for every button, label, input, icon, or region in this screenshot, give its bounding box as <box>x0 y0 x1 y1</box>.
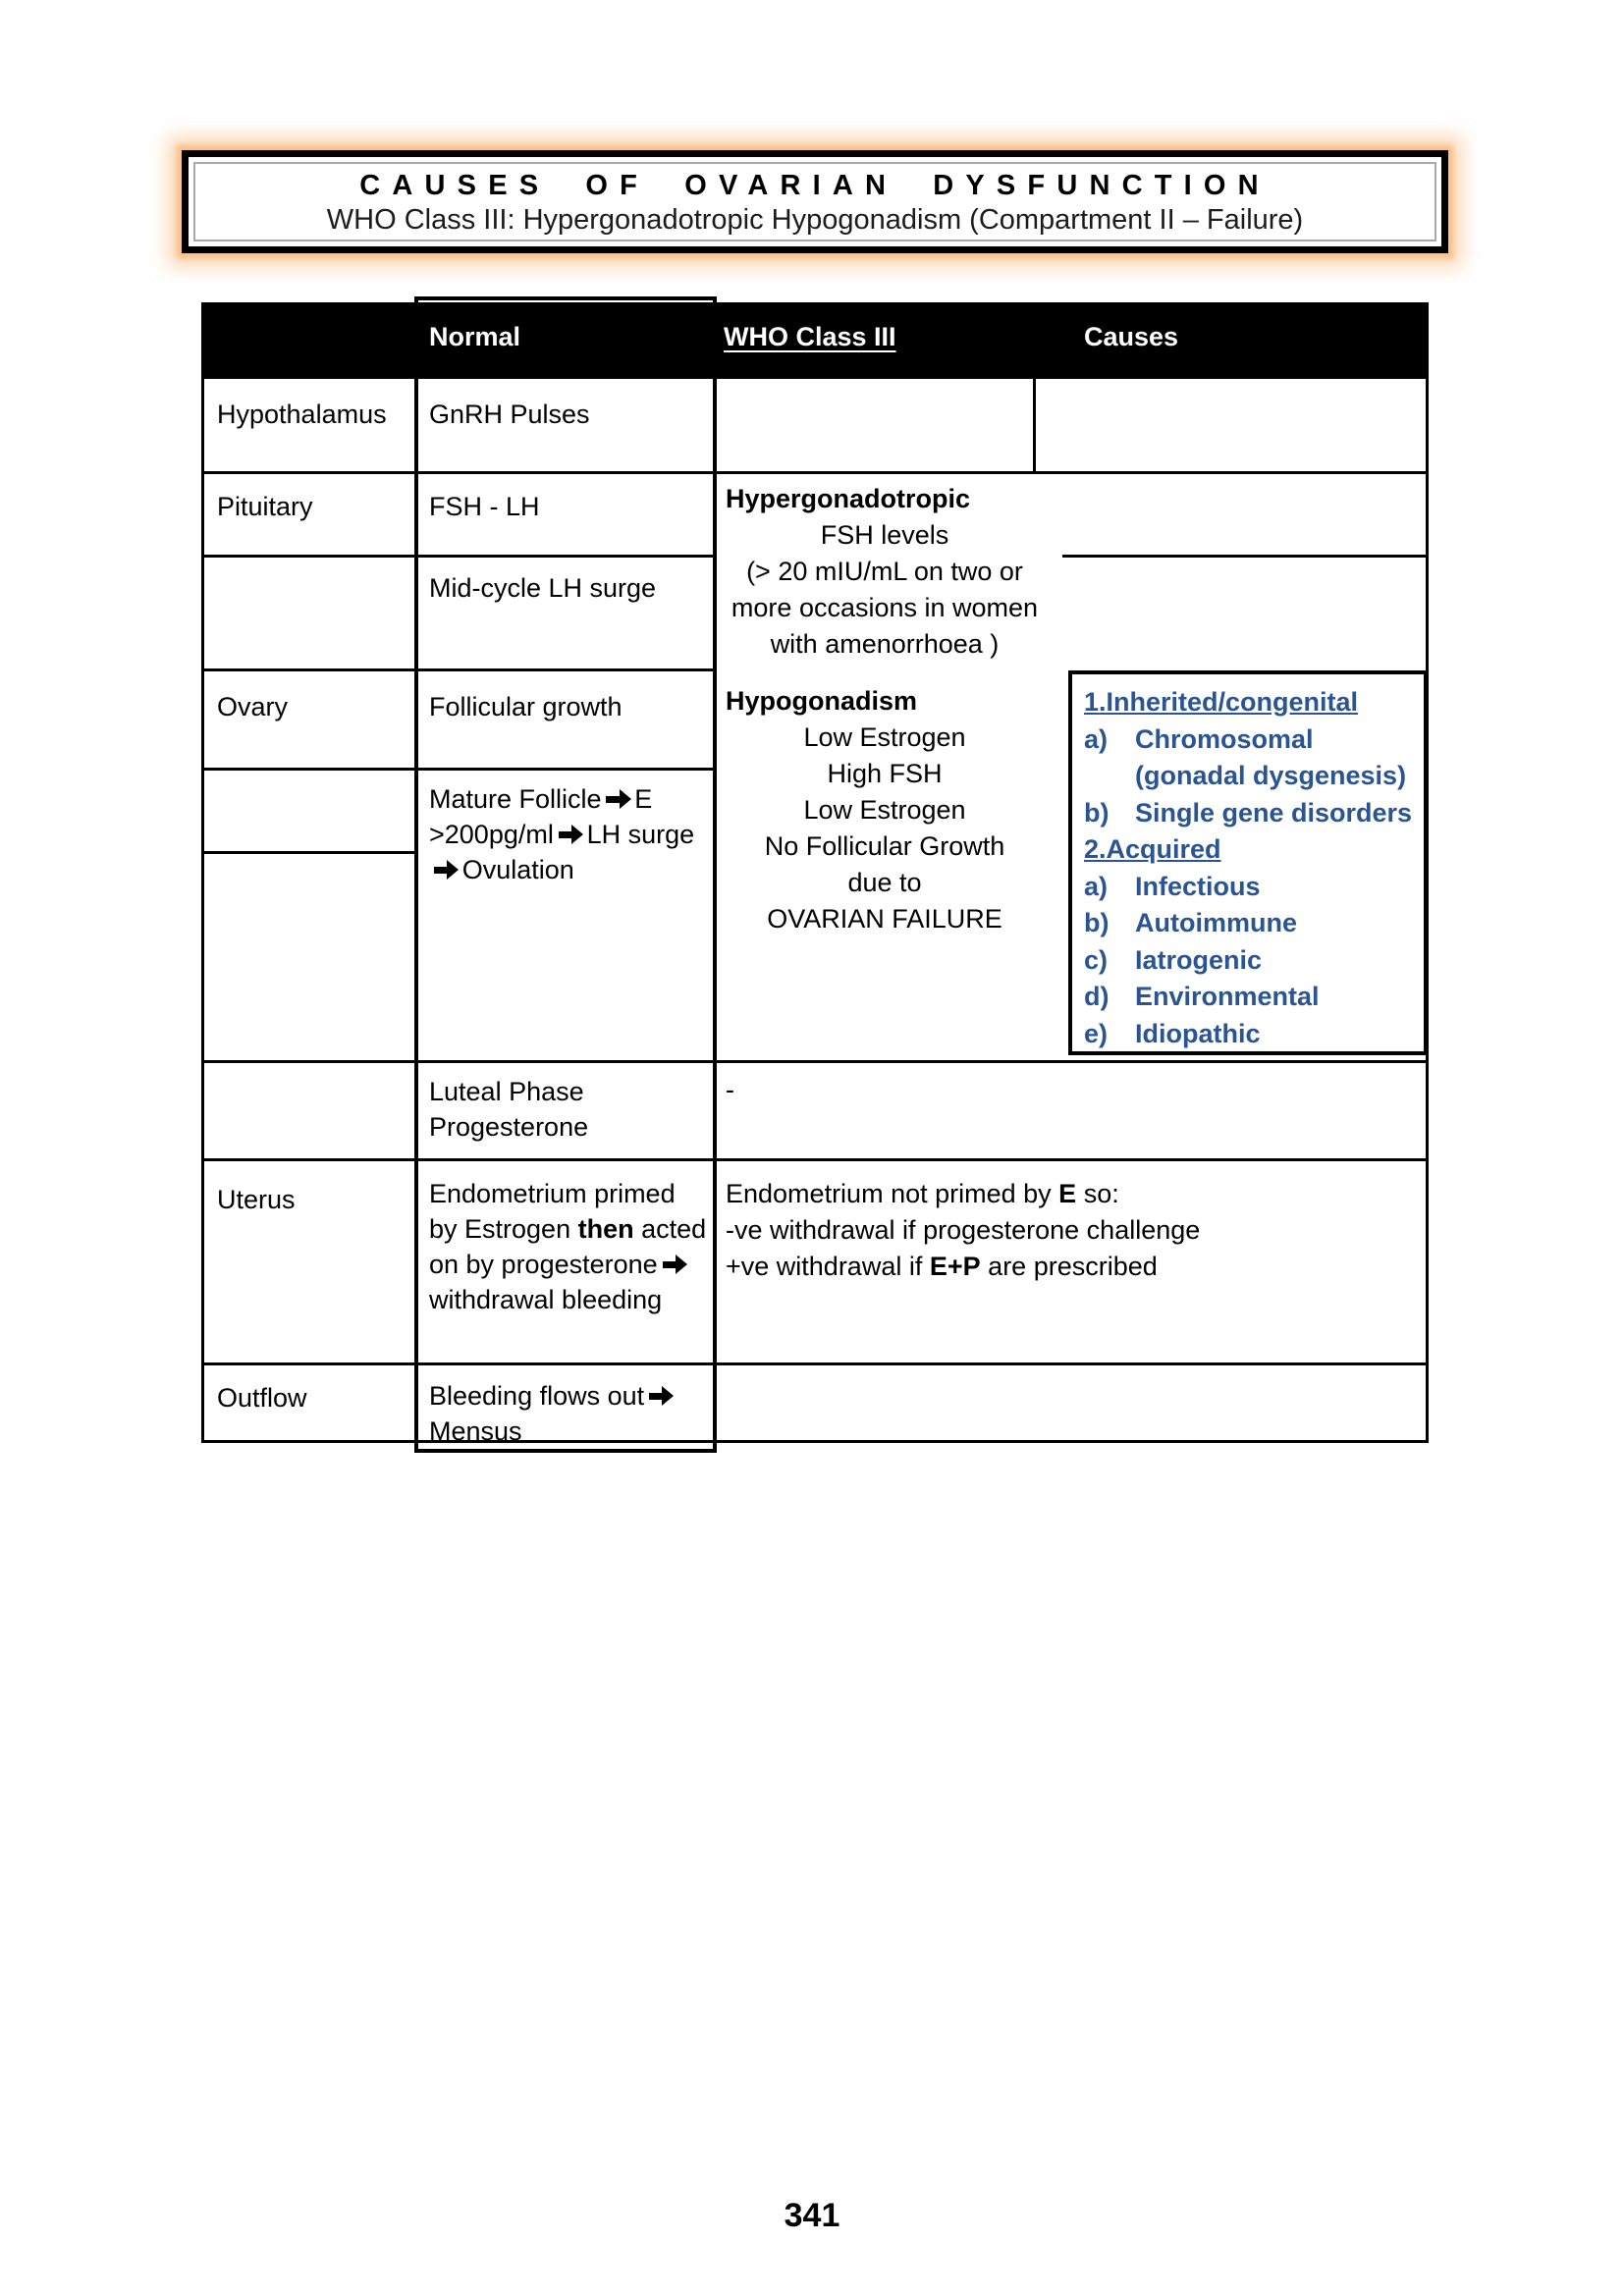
table-border-left <box>201 302 204 1443</box>
arrow-icon <box>559 831 572 838</box>
who-uterus-line <box>726 1176 1413 1212</box>
causes-item-marker: a) <box>1084 871 1109 901</box>
causes-heading-text: 2.Acquired <box>1084 834 1221 864</box>
cell-who-luteal-dash: - <box>726 1075 734 1104</box>
causes-item <box>1084 905 1420 942</box>
who-uterus-line <box>726 1249 1413 1285</box>
title-box-inner <box>193 162 1436 241</box>
title-box <box>182 150 1448 253</box>
mature-follicle-text: LH surge <box>586 820 695 849</box>
uterus-normal-text: Endometrium primed by Estrogen <box>429 1179 676 1244</box>
causes-item-text: Iatrogenic <box>1135 944 1263 975</box>
cell-who-uterus <box>726 1176 1413 1285</box>
table-rule <box>1033 379 1036 474</box>
who-uterus-line: -ve withdrawal if progesterone challenge <box>726 1215 1201 1245</box>
causes-item-marker: e) <box>1084 1018 1109 1048</box>
cell-normal-outflow <box>429 1378 710 1449</box>
table-rule <box>1062 555 1429 558</box>
outflow-text: Bleeding flows out <box>429 1381 645 1411</box>
who-line: High FSH <box>827 759 943 788</box>
causes-item <box>1084 979 1420 1016</box>
arrow-icon <box>434 867 448 874</box>
who-uterus-text: +ve withdrawal if <box>726 1252 923 1281</box>
who-line: due to <box>847 868 922 897</box>
causes-item-marker: d) <box>1084 982 1110 1011</box>
outflow-text: Mensus <box>429 1416 522 1446</box>
causes-item-marker: c) <box>1084 944 1109 975</box>
column-header-normal: Normal <box>429 322 521 351</box>
row-label-uterus: Uterus <box>217 1185 296 1214</box>
mature-follicle-text: Ovulation <box>461 855 574 884</box>
causes-box <box>1068 670 1428 1055</box>
page-title: CAUSES OF OVARIAN DYSFUNCTION <box>359 169 1271 201</box>
causes-item-text: Environmental <box>1135 982 1320 1011</box>
causes-item <box>1084 1016 1420 1053</box>
column-header-causes: Causes <box>1084 322 1179 351</box>
luteal-line: Progesterone <box>429 1112 589 1142</box>
cell-normal-luteal <box>429 1074 710 1145</box>
uterus-normal-text: acted on by progesterone <box>429 1214 707 1279</box>
causes-item <box>1084 942 1420 980</box>
who-line: No Follicular Growth <box>764 831 1005 861</box>
cell-normal-ovary: Follicular growth <box>429 692 623 721</box>
who-uterus-bold: E <box>1058 1179 1077 1208</box>
causes-item-text: Single gene disorders <box>1135 797 1413 828</box>
causes-group-heading <box>1084 831 1420 869</box>
mature-follicle-text: Mature Follicle <box>429 784 602 814</box>
table-rule <box>201 851 414 854</box>
table-rule <box>201 1060 1429 1063</box>
causes-item-line: (gonadal dysgenesis) <box>1135 761 1407 790</box>
who-line: Low Estrogen <box>803 722 966 752</box>
cell-normal-mid-cycle: Mid-cycle LH surge <box>429 573 657 603</box>
row-label-outflow: Outflow <box>217 1383 307 1413</box>
who-heading: Hypergonadotropic <box>726 484 971 513</box>
page-number: 341 <box>784 2197 840 2234</box>
cell-normal-uterus <box>429 1176 710 1317</box>
who-line: OVARIAN FAILURE <box>767 904 1002 934</box>
causes-item-text: Infectious <box>1135 871 1261 901</box>
mature-follicle-text: E >200pg/ml <box>429 784 653 849</box>
uterus-normal-bold: then <box>577 1214 634 1244</box>
who-uterus-text: are prescribed <box>988 1252 1158 1281</box>
causes-item <box>1084 869 1420 906</box>
causes-item-marker: b) <box>1084 908 1110 937</box>
causes-item-marker: a) <box>1084 723 1109 754</box>
who-line: (> 20 mIU/mL on two or <box>746 557 1023 586</box>
causes-item-text: Idiopathic <box>1135 1018 1261 1048</box>
ovarian-dysfunction-table <box>201 302 1429 1459</box>
arrow-icon <box>663 1261 677 1268</box>
causes-group-heading <box>1084 684 1420 721</box>
who-uterus-bold: E+P <box>929 1252 981 1281</box>
causes-item-line: Chromosomal <box>1135 723 1314 754</box>
column-header-who-class-iii: WHO Class III <box>724 322 896 351</box>
row-label-pituitary: Pituitary <box>217 492 313 521</box>
who-line: Low Estrogen <box>803 795 966 825</box>
cell-normal-pituitary: FSH - LH <box>429 492 540 521</box>
table-rule <box>201 1158 1429 1161</box>
causes-item-text <box>1135 721 1420 795</box>
who-block-hypogonadism <box>714 683 1056 937</box>
table-rule <box>201 1362 1429 1365</box>
causes-item-text: Autoimmune <box>1135 908 1297 937</box>
causes-item <box>1084 795 1420 832</box>
arrow-icon <box>606 796 620 803</box>
luteal-line: Luteal Phase <box>429 1077 584 1106</box>
who-block-hypergonadotropic <box>714 481 1056 663</box>
table-rule <box>201 471 1429 474</box>
row-label-ovary: Ovary <box>217 692 289 721</box>
row-label-hypothalamus: Hypothalamus <box>217 400 387 429</box>
causes-heading-text: 1.Inherited/congenital <box>1084 687 1359 717</box>
who-uterus-text: Endometrium not primed by <box>726 1179 1052 1208</box>
who-line: FSH levels <box>820 520 949 550</box>
who-heading: Hypogonadism <box>726 686 918 716</box>
arrow-icon <box>649 1393 663 1400</box>
causes-item <box>1084 721 1420 795</box>
table-header-row <box>201 302 1429 379</box>
who-line: more occasions in women <box>731 593 1039 622</box>
who-uterus-text: so: <box>1083 1179 1119 1208</box>
page-subtitle: WHO Class III: Hypergonadotropic Hypogonadism (Compartment II – Failure) <box>326 203 1304 236</box>
who-line: with amenorrhoea ) <box>770 629 1000 659</box>
causes-item-marker: b) <box>1084 797 1110 828</box>
uterus-normal-text: withdrawal bleeding <box>429 1285 663 1314</box>
cell-normal-hypothalamus: GnRH Pulses <box>429 400 590 429</box>
cell-normal-mature-follicle <box>429 781 710 887</box>
table-rule <box>201 1440 1429 1443</box>
